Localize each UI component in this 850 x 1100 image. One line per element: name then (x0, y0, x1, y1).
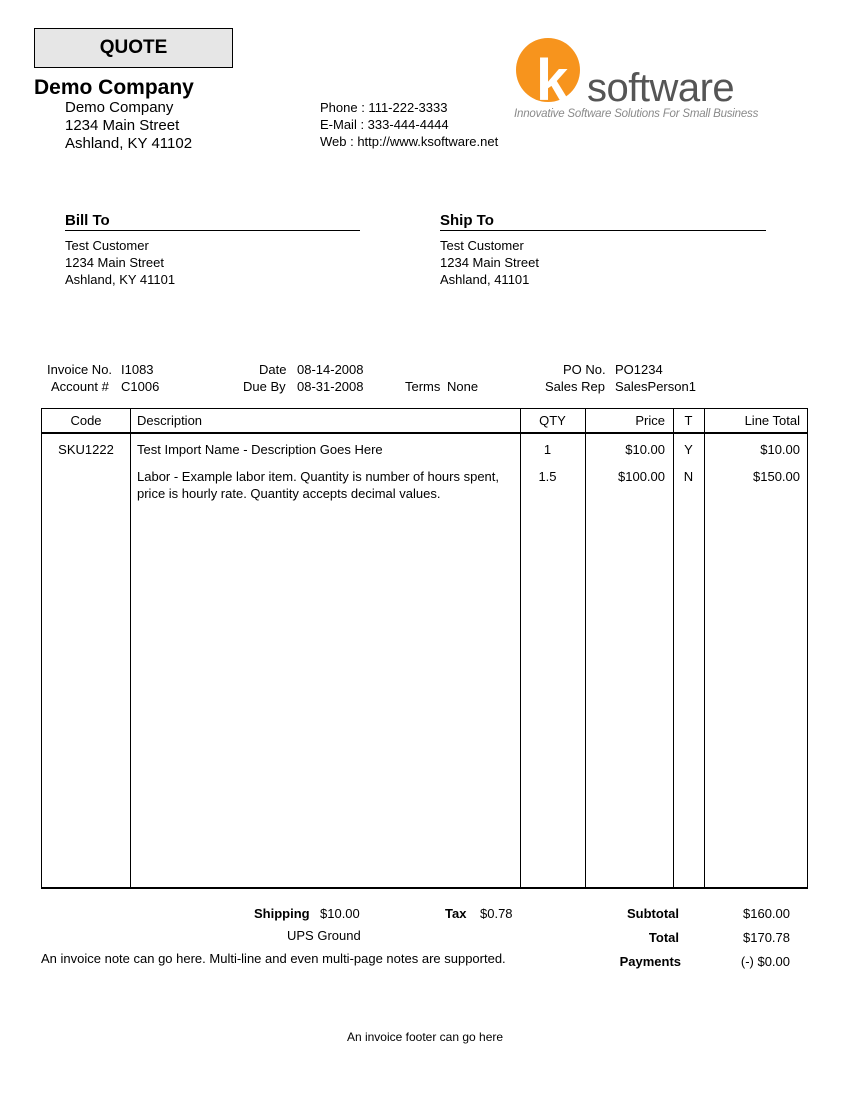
subtotal-value: $160.00 (743, 906, 790, 921)
bill-to-block (65, 212, 360, 288)
bill-to-line: 1234 Main Street (65, 255, 165, 270)
row-description: Test Import Name - Description Goes Here (137, 442, 383, 457)
shipping-method: UPS Ground (287, 928, 361, 943)
due-by-value: 08-31-2008 (297, 379, 364, 394)
row-qty: 1 (543, 442, 552, 457)
company-address (65, 99, 192, 153)
tax-value: $0.78 (480, 906, 513, 921)
row-price: $100.00 (618, 469, 665, 484)
row-tax: Y (684, 442, 693, 457)
row-price: $10.00 (625, 442, 665, 457)
company-address-line: Ashland, KY 41102 (65, 135, 193, 152)
subtotal-label: Subtotal (627, 906, 679, 921)
due-by-label: Due By (243, 379, 286, 394)
bill-to-heading: Bill To (65, 212, 360, 231)
terms-value: None (447, 379, 479, 394)
table-header (42, 409, 807, 434)
payments-value: (-) $0.00 (740, 954, 790, 969)
column-divider (130, 409, 131, 887)
invoice-footer: An invoice footer can go here (346, 1030, 504, 1044)
company-address-line: 1234 Main Street (65, 117, 180, 134)
payments-label: Payments (619, 954, 681, 969)
account-value: C1006 (121, 379, 160, 394)
total-value: $170.78 (743, 930, 790, 945)
header-code: Code (70, 413, 102, 428)
document-title: QUOTE (34, 28, 233, 68)
tax-label: Tax (445, 906, 467, 921)
company-email: E-Mail : 333-444-4444 (320, 117, 449, 132)
date-label: Date (259, 362, 287, 377)
date-value: 08-14-2008 (297, 362, 364, 377)
line-items-table (41, 408, 808, 889)
shipping-value: $10.00 (320, 906, 360, 921)
row-line-total: $10.00 (760, 442, 800, 457)
bill-to-address (65, 237, 360, 288)
row-qty: 1.5 (538, 469, 557, 484)
company-address-line: Demo Company (65, 99, 174, 116)
row-tax: N (683, 469, 694, 484)
header-qty: QTY (539, 413, 566, 428)
invoice-no-label: Invoice No. (47, 362, 113, 377)
header-line-total: Line Total (744, 413, 800, 428)
bill-to-line: Ashland, KY 41101 (65, 272, 176, 287)
po-no-label: PO No. (563, 362, 606, 377)
company-web: Web : http://www.ksoftware.net (320, 134, 499, 149)
logo-tagline: Innovative Software Solutions For Small Business (514, 108, 759, 120)
ship-to-block (440, 212, 766, 288)
terms-label: Terms (405, 379, 441, 394)
sales-rep-label: Sales Rep (545, 379, 605, 394)
account-label: Account # (51, 379, 109, 394)
invoice-note: An invoice note can go here. Multi-line and even multi-page notes are supported. (41, 951, 506, 966)
ship-to-line: 1234 Main Street (440, 255, 540, 270)
ship-to-line: Test Customer (440, 238, 524, 253)
bill-to-line: Test Customer (65, 238, 149, 253)
logo-wordmark: software (587, 66, 735, 110)
row-description: Labor - Example labor item. Quantity is number of hours spent, price is hourly rate. Quantity accepts decimal values. (137, 469, 500, 501)
ship-to-address (440, 237, 766, 288)
ship-to-heading: Ship To (440, 212, 766, 231)
header-tax: T (684, 413, 693, 428)
invoice-no-value: I1083 (121, 362, 154, 377)
header-description: Description (137, 413, 203, 428)
company-contact (320, 99, 498, 150)
header-price: Price (635, 413, 665, 428)
po-no-value: PO1234 (615, 362, 663, 377)
total-label: Total (648, 930, 679, 945)
shipping-label: Shipping (254, 906, 310, 921)
company-phone: Phone : 111-222-3333 (320, 100, 448, 115)
row-code: SKU1222 (58, 442, 114, 457)
company-name: Demo Company (34, 76, 194, 99)
logo-k-letter: k (536, 48, 569, 113)
sales-rep-value: SalesPerson1 (615, 379, 696, 394)
row-line-total: $150.00 (753, 469, 800, 484)
ship-to-line: Ashland, 41101 (440, 272, 530, 287)
